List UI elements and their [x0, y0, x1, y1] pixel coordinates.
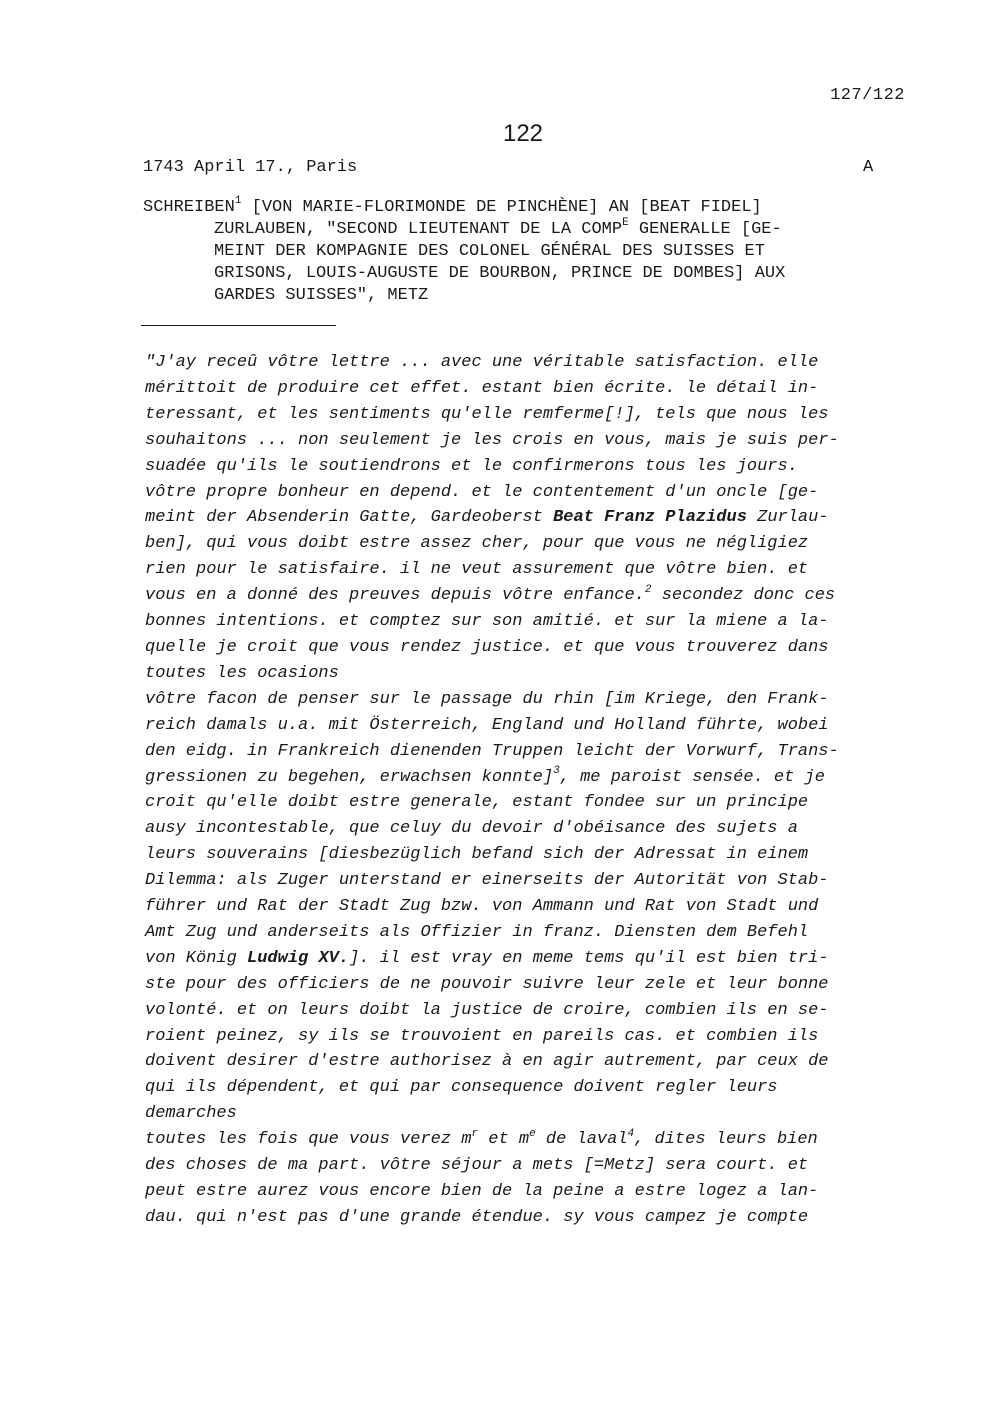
text-line: toutes les fois que vous verez $m^r$ et $m^e$ de laval$^4$, dites leurs bien [145, 1127, 818, 1150]
text-line: Dilemma: als Zuger unterstand er einerseits der Autorität von Stab- [145, 871, 829, 891]
text-line: demarches [145, 1104, 237, 1124]
letter-text [145, 350, 905, 1231]
text-line: gressionen zu begehen, erwachsen konnte]$^3$, me paroist sensée. et je [145, 764, 825, 787]
text-line: doivent desirer d'estre authorisez à en agir autrement, par ceux de [145, 1052, 829, 1072]
text-line: "J'ay receû vôtre lettre ... avec une véritable satisfaction. elle [145, 353, 819, 372]
text-line: leurs souverains [diesbezüglich befand sich der Adressat in einem [145, 845, 809, 865]
person-name: Ludwig XV. [247, 948, 350, 968]
superscript: r [471, 1127, 479, 1140]
text-line: vôtre facon de penser sur le passage du rhin [im Kriege, den Frank- [145, 689, 829, 709]
text-line: roient peinez, sy ils se trouvoient en pareils cas. et combien ils [145, 1026, 819, 1046]
page-reference: 127/122 [830, 86, 905, 105]
heading-line: GRISONS, LOUIS-AUGUSTE DE BOURBON, PRINCE DE DOMBES] AUX [214, 264, 786, 283]
text-line: qui ils dépendent, et qui par consequence doivent regler leurs [145, 1078, 778, 1098]
text-line: peut estre aurez vous encore bien de la peine a estre logez a lan- [145, 1182, 819, 1201]
text-line: souhaitons ... non seulement je les crois en vous, mais je suis per- [145, 430, 839, 450]
text-line: meint der Absenderin Gatte, Gardeoberst Beat Franz Plazidus Zurlau- [145, 508, 829, 528]
text-line: quelle je croit que vous rendez justice. et que vous trouverez dans [145, 637, 829, 657]
text-line: croit qu'elle doibt estre generale, estant fondee sur un principe [145, 793, 809, 813]
footnote-marker[interactable]: 4 [627, 1127, 635, 1140]
heading-line: MEINT DER KOMPAGNIE DES COLONEL GÉNÉRAL DES SUISSES ET [214, 242, 765, 261]
text-line: ben], qui vous doibt estre assez cher, pour que vous ne négligiez [145, 534, 809, 554]
text-line: ste pour des officiers de ne pouvoir suivre leur zele et leur bonne [145, 974, 829, 994]
text-line: von König Ludwig XV.]. il est vray en meme tems qu'il est bien tri- [145, 948, 829, 968]
text-line: Amt Zug und anderseits als Offizier in franz. Diensten dem Befehl [145, 922, 809, 942]
document-grade: A [863, 158, 874, 177]
text-line: bonnes intentions. et comptez sur son amitié. et sur la miene a la- [145, 612, 829, 632]
document-heading [143, 197, 905, 307]
person-name: Beat Franz Plazidus [553, 508, 747, 528]
heading-line: GARDES SUISSES", METZ [214, 286, 429, 305]
text-line: rien pour le satisfaire. il ne veut assurement que vôtre bien. et [145, 560, 809, 580]
superscript: e [529, 1127, 536, 1140]
footnote-marker[interactable]: 3 [553, 764, 560, 777]
text-line: führer und Rat der Stadt Zug bzw. von Ammann und Rat von Stadt und [145, 897, 819, 917]
footnote-marker[interactable]: 1 [234, 195, 242, 208]
text-line: vôtre propre bonheur en depend. et le contentement d'un oncle [ge- [145, 482, 819, 502]
text-line: toutes les ocasions [145, 663, 339, 683]
text-line: suadée qu'ils le soutiendrons et le confirmerons tous les jours. [145, 456, 798, 476]
document-number: 122 [502, 120, 544, 147]
heading-line: SCHREIBEN$^1$ [VON MARIE-FLORIMONDE DE PINCHÈNE] AN [BEAT FIDEL] [143, 195, 762, 217]
text-line: teressant, et les sentiments qu'elle remferme[!], tels que nous les [145, 404, 829, 424]
footnote-marker[interactable]: 2 [644, 583, 652, 596]
superscript: E [622, 217, 629, 230]
text-line: dau. qui n'est pas d'une grande étendue. sy vous campez je compte [145, 1207, 809, 1227]
text-line: des choses de ma part. vôtre séjour a mets [=Metz] sera court. et [145, 1156, 809, 1176]
text-line: volonté. et on leurs doibt la justice de croire, combien ils en se- [145, 1000, 829, 1020]
text-line: ausy incontestable, que celuy du devoir d'obéisance des sujets a [145, 819, 798, 839]
text-line: vous en a donné des preuves depuis vôtre enfance.$^2$ secondez donc ces [145, 583, 836, 606]
text-line: den eidg. in Frankreich dienenden Truppen leicht der Vorwurf, Trans- [145, 741, 839, 761]
date-place: 1743 April 17., Paris [143, 158, 358, 177]
separator-rule [141, 325, 336, 326]
heading-line: ZURLAUBEN, "SECOND LIEUTENANT DE LA $COMP^E$ GENERALLE [GE- [214, 217, 782, 239]
text-line: mérittoit de produire cet effet. estant bien écrite. le détail in- [145, 378, 819, 398]
text-line: reich damals u.a. mit Österreich, England und Holland führte, wobei [145, 715, 829, 735]
